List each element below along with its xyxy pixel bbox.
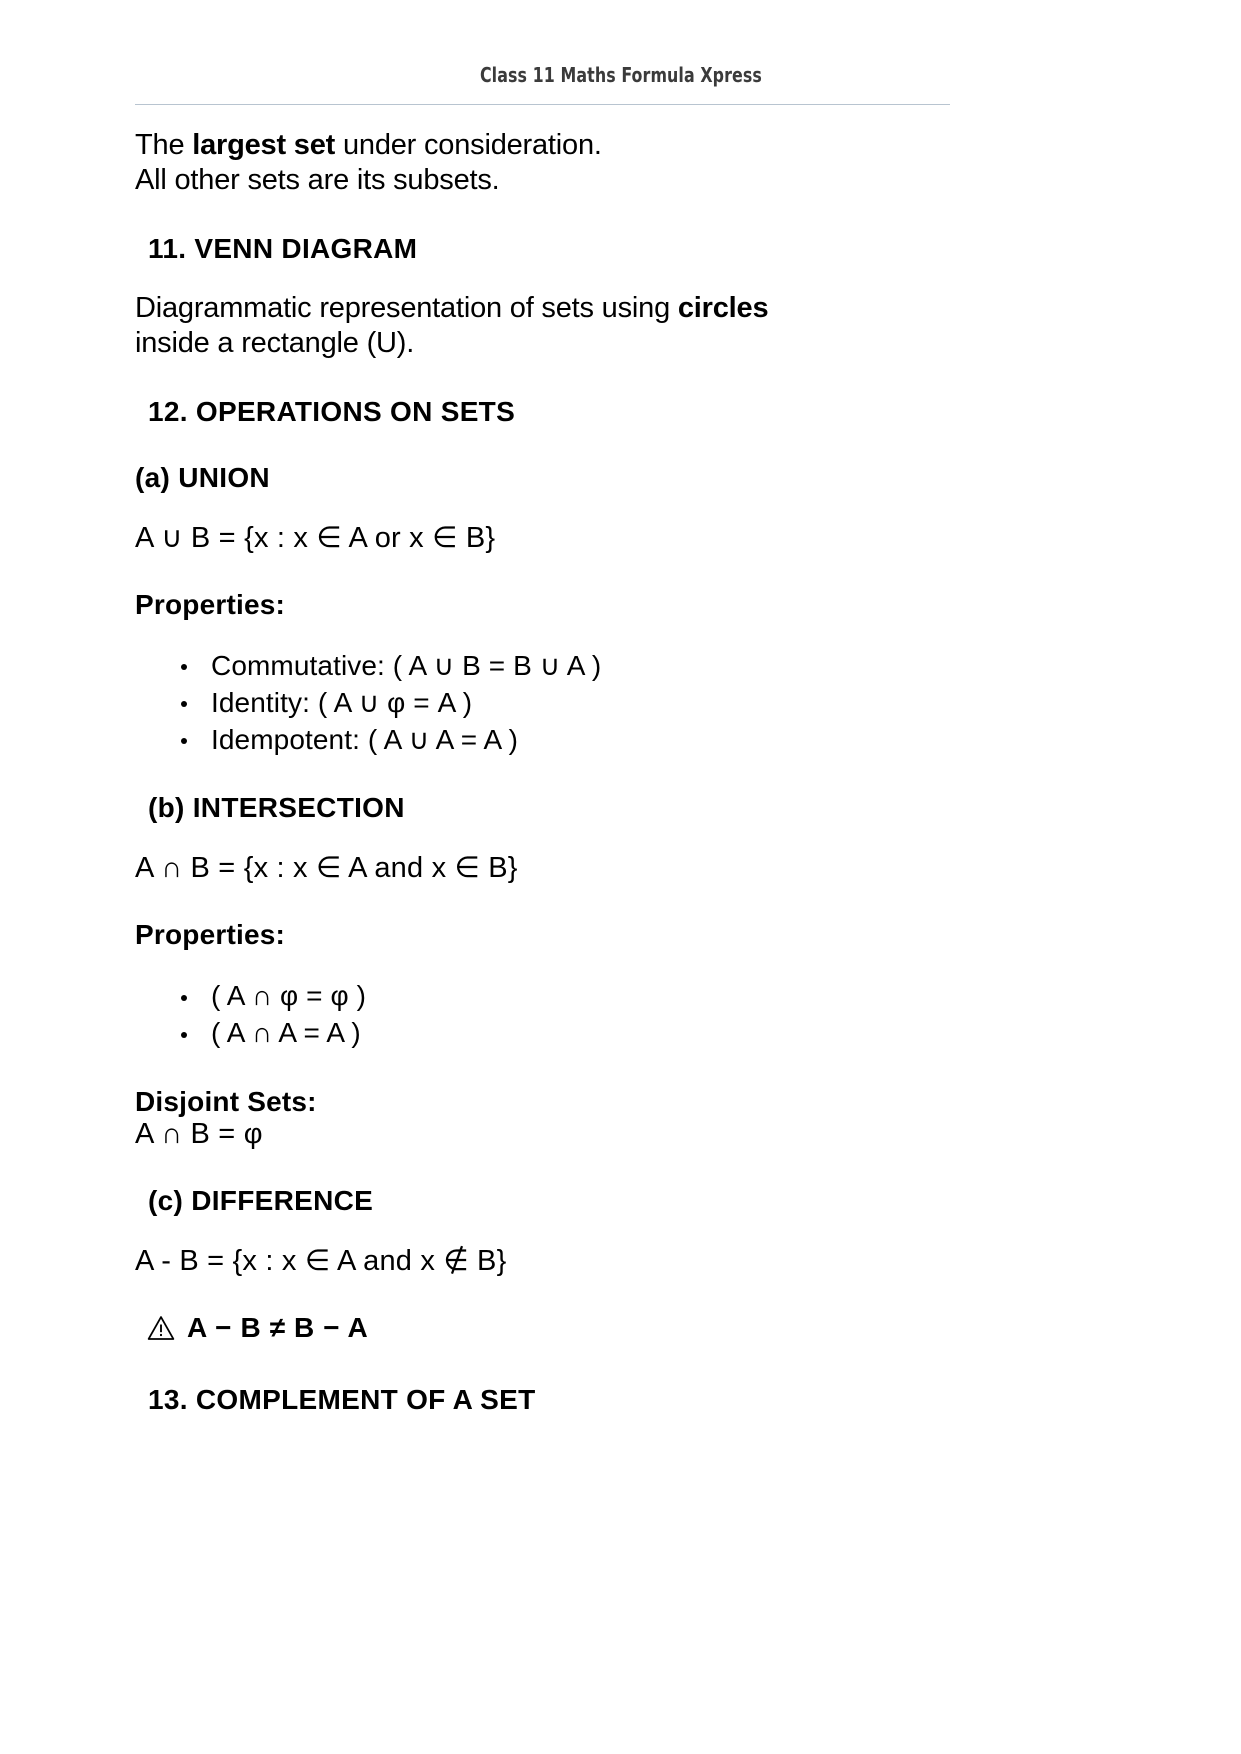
label-union-properties: Properties: bbox=[135, 588, 286, 620]
venn-description bbox=[135, 291, 1015, 362]
heading-union: (a) UNION bbox=[135, 461, 270, 493]
heading-complement-of-a-set: 13. COMPLEMENT OF A SET bbox=[148, 1383, 536, 1415]
intro-line2: All other sets are its subsets. bbox=[135, 164, 500, 197]
label-intersection-properties: Properties: bbox=[135, 919, 286, 951]
heading-operations-on-sets: 12. OPERATIONS ON SETS bbox=[148, 395, 516, 427]
intro-line1-bold: largest set bbox=[192, 129, 336, 161]
heading-venn-diagram: 11. VENN DIAGRAM bbox=[148, 232, 418, 264]
warning-triangle-icon bbox=[147, 1315, 175, 1341]
difference-warning-text: A − B ≠ B − A bbox=[187, 1311, 369, 1343]
list-intersection-properties bbox=[135, 977, 1015, 1051]
list-item: Commutative: ( A ∪ B = B ∪ A ) bbox=[173, 647, 1015, 684]
running-header bbox=[148, 63, 1093, 87]
heading-intersection: (b) INTERSECTION bbox=[148, 792, 405, 824]
intro-paragraph bbox=[135, 128, 1015, 199]
page-content bbox=[135, 128, 1015, 1416]
header-divider bbox=[135, 104, 950, 105]
list-item: Idempotent: ( A ∪ A = A ) bbox=[173, 721, 1015, 758]
formula-union: A ∪ B = {x : x ∈ A or x ∈ B} bbox=[135, 521, 496, 554]
label-disjoint-sets: Disjoint Sets: bbox=[135, 1085, 317, 1117]
list-union-properties bbox=[135, 647, 1015, 759]
venn-body-line2: inside a rectangle (U). bbox=[135, 327, 415, 360]
intro-line1-pre: The bbox=[135, 129, 193, 161]
formula-intersection: A ∩ B = {x : x ∈ A and x ∈ B} bbox=[135, 852, 518, 885]
heading-difference: (c) DIFFERENCE bbox=[148, 1184, 374, 1216]
intro-line1-post: under consideration. bbox=[335, 129, 602, 161]
venn-body-pre: Diagrammatic representation of sets using bbox=[135, 291, 678, 324]
difference-warning bbox=[147, 1312, 1015, 1344]
formula-difference: A - B = {x : x ∈ A and x ∉ B} bbox=[135, 1244, 507, 1277]
header-title: Class 11 Maths Formula Xpress bbox=[479, 63, 762, 87]
formula-disjoint-sets: A ∩ B = φ bbox=[135, 1117, 263, 1150]
venn-body-bold: circles bbox=[677, 291, 769, 324]
list-item: ( A ∩ φ = φ ) bbox=[173, 977, 1015, 1014]
list-item: Identity: ( A ∪ φ = A ) bbox=[173, 684, 1015, 721]
list-item: ( A ∩ A = A ) bbox=[173, 1014, 1015, 1051]
